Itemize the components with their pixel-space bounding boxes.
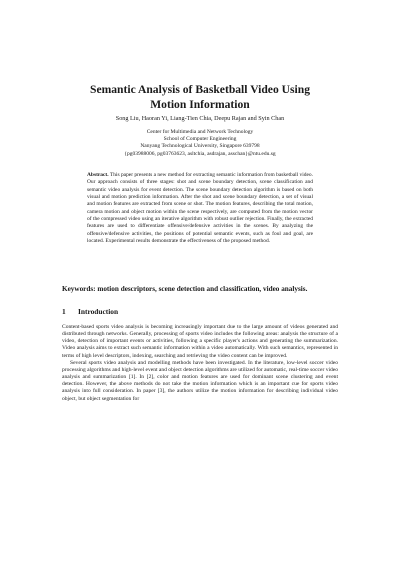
abstract-label: Abstract. — [87, 172, 109, 178]
section-number: 1 — [62, 307, 66, 316]
section-heading — [62, 307, 338, 316]
affiliation-emails: {pg03988006, pg03763623, asltchia, asdrajan, asschan}@ntu.edu.sg — [124, 150, 276, 157]
section-title: Introduction — [78, 307, 119, 316]
affiliation-line: Nanyang Technological University, Singapore 639798 — [140, 143, 260, 150]
author-list: Song Liu, Haoran Yi, Liang-Tien Chia, Deepu Rajan and Syin Chan — [115, 115, 285, 122]
title-line-2: Motion Information — [150, 98, 250, 111]
paragraph: Several sports video analysis and modelling methods have been investigated. In the literature, low-level soccer video processing algorithms and high-level event and object detection algorithms are utilized for automatic, real-time soccer video analysis and summarization [1]. In [2], color and motion features are used for dominant scene clustering and event detection. However, the above methods do not take the motion information which is an important cue for sports video analysis into full consideration. In paper [3], the authors utilize the motion information for describing individual video object, but object segmentation for — [62, 359, 339, 402]
affiliation-line: Center for Multimedia and Network Technology — [146, 129, 254, 135]
keywords: Keywords: motion descriptors, scene detection and classification, video analysis. — [62, 285, 308, 293]
body-text — [62, 324, 338, 403]
affiliation-block — [60, 129, 340, 158]
affiliation-line: School of Computer Engineering — [163, 136, 237, 143]
paragraph: Content-based sports video analysis is becoming increasingly important due to the large amount of videos generated and distributed through networks. Generally, processing of sports video includes the following areas: analysis the structure of a video, detection of important events or activities, following a specific player's actions and generating the summarization. Video analysis aims to extract such semantic information within a video automatically. With such semantics, represented in terms of high level descriptors, indexing, searching and retrieving the video content can be improved. — [62, 324, 338, 359]
abstract — [87, 172, 313, 245]
paper-title — [60, 82, 340, 112]
title-line-1: Semantic Analysis of Basketball Video Using — [90, 83, 310, 96]
abstract-text: This paper presents a new method for extracting semantic information from basketball video. Our approach consists of three stages: shot and scene boundary detection, scene classification and semantic video analysis for event detection. The scene boundary detection algorithm is based on both visual and motion prediction information. After the shot and scene boundary detection, a set of visual and motion features are extracted from scene or shot. The motion features, describing the total motion, camera motion and object motion within the scene respectively, are computed from the motion vector of the compressed video using an iterative algorithm with robust outlier rejection. Finally, the extracted features are used to differentiate offensive/defensive activities in the scenes. By analyzing the offensive/defensive activities, the positions of potential semantic events, such as foul and goal, are located. Experimental results demonstrate the effectiveness of the proposed method. — [87, 172, 313, 245]
